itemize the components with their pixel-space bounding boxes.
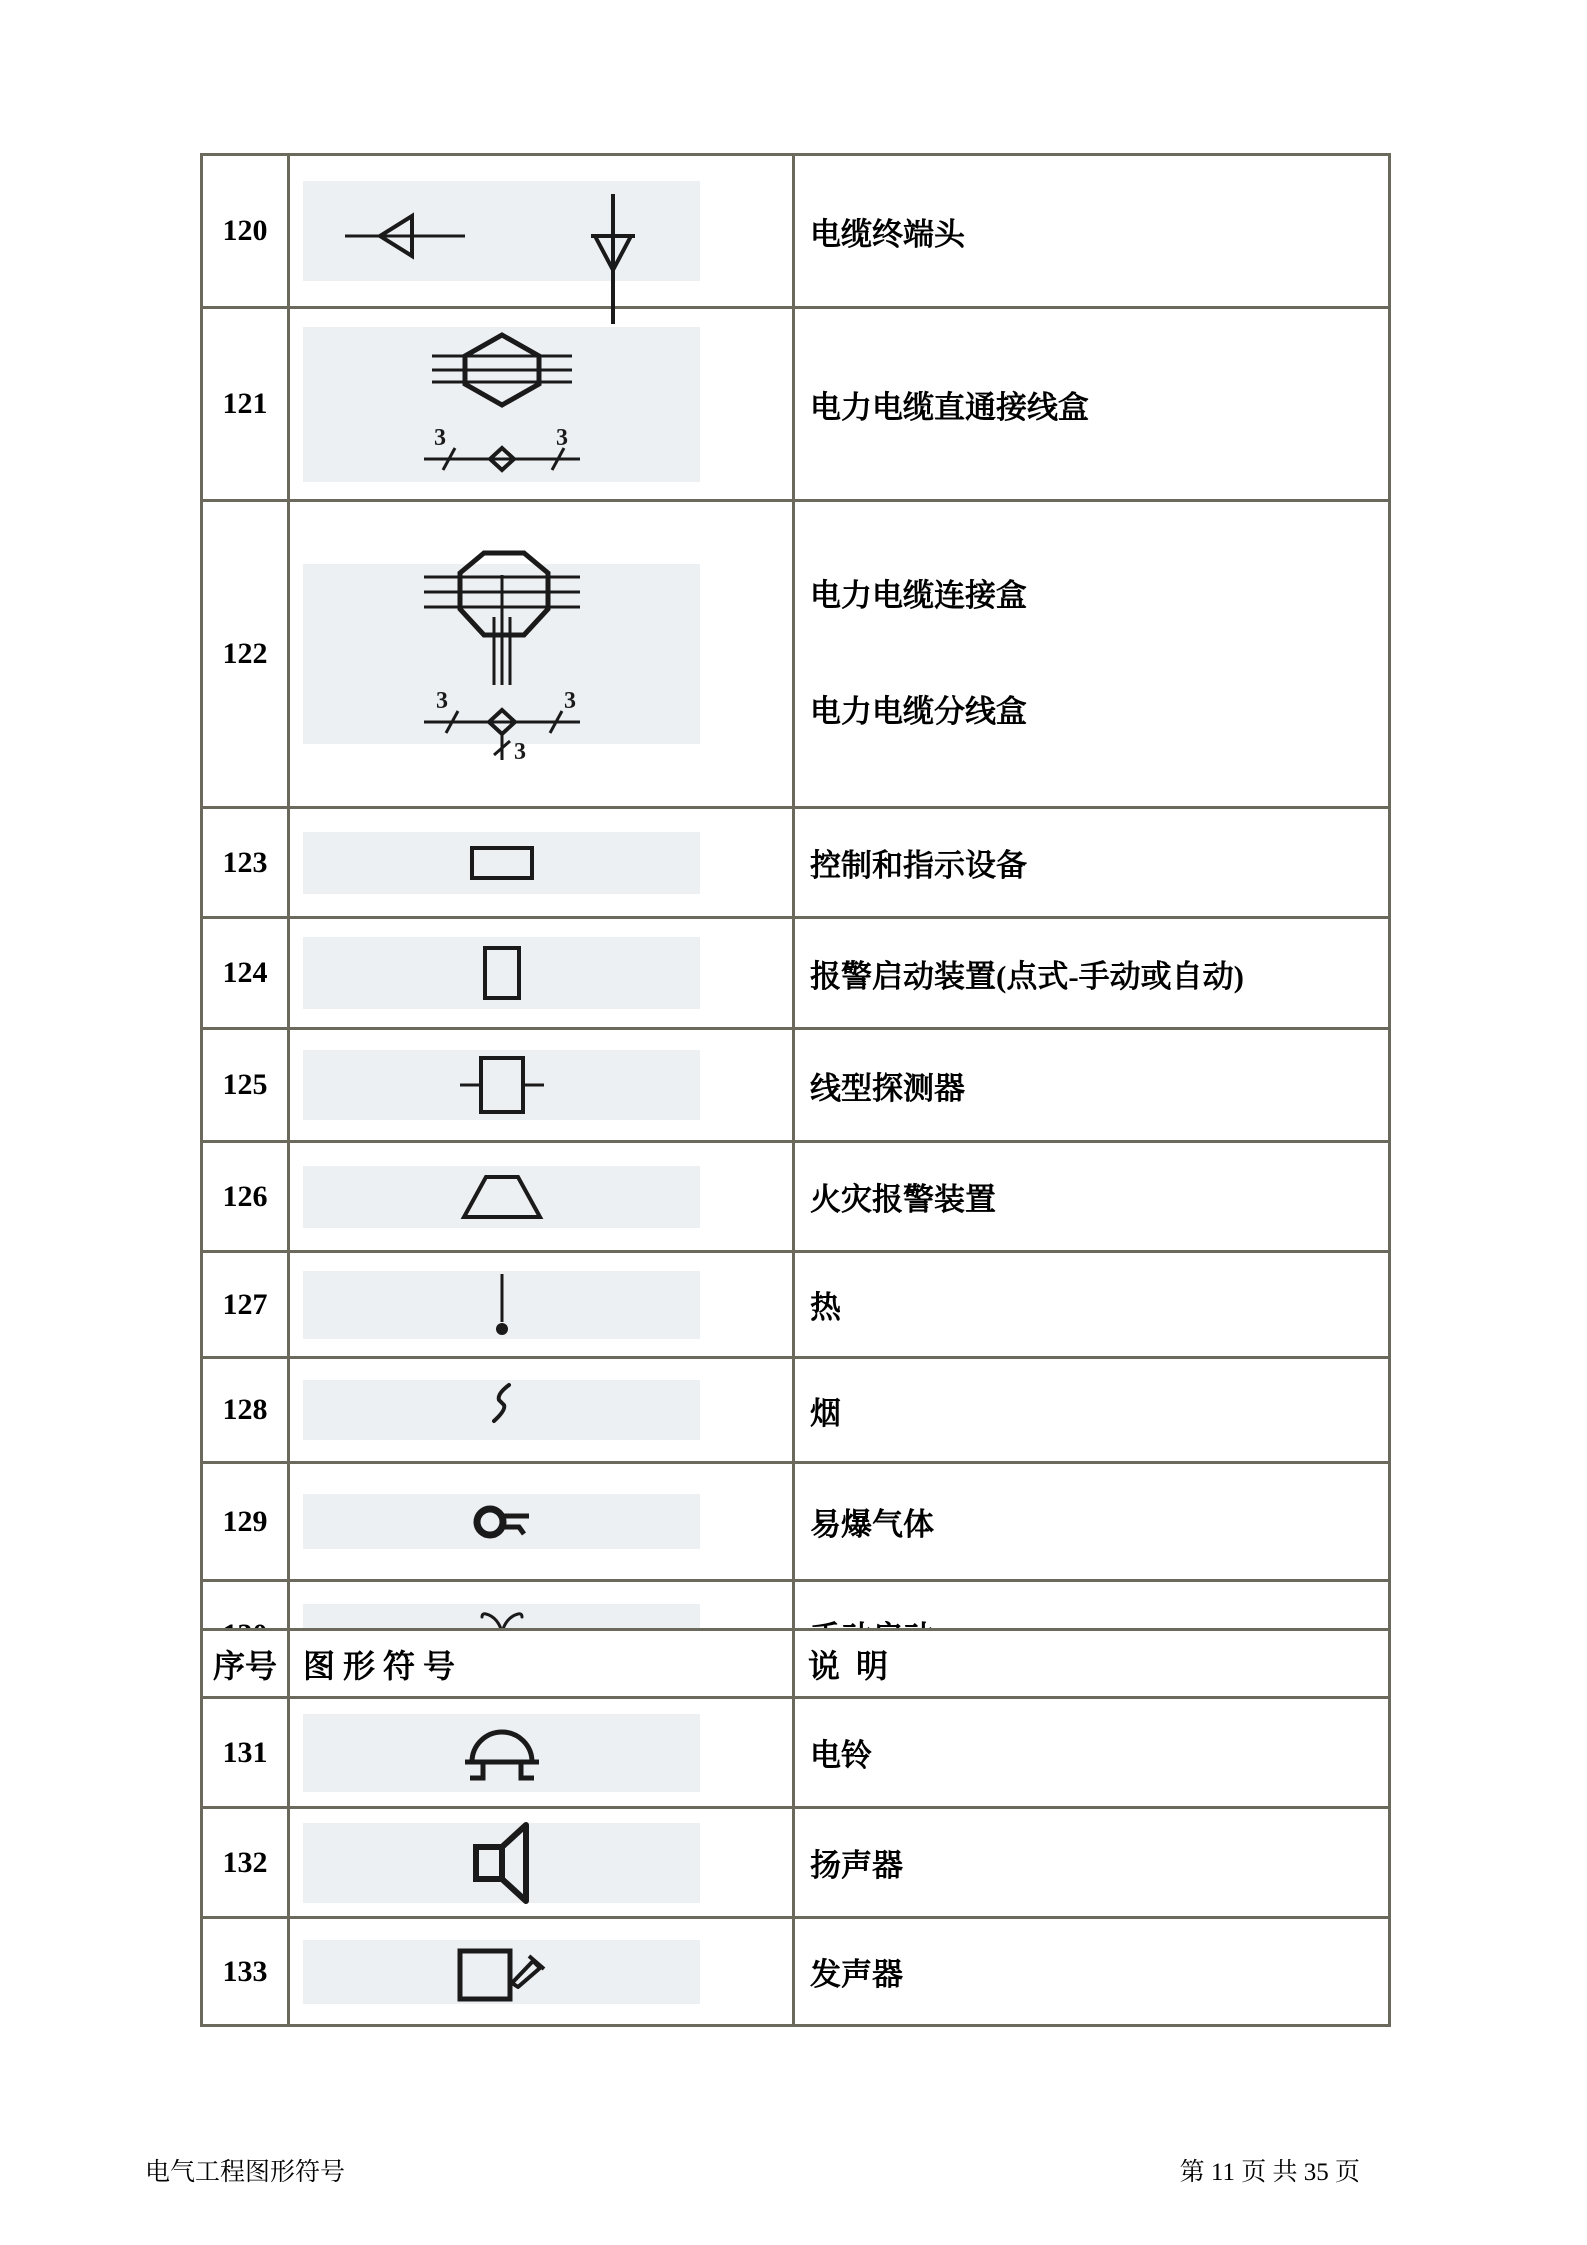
row-number: 125 xyxy=(202,1029,289,1142)
table-row xyxy=(202,1252,1390,1358)
conductor-count-label: 3 xyxy=(435,687,448,714)
row-number: 132 xyxy=(202,1808,289,1918)
smoke-icon xyxy=(489,1382,515,1438)
footer-page-number: 第 11 页 共 35 页 xyxy=(1179,2159,1360,2186)
footer-document-title: 电气工程图形符号 xyxy=(145,2159,346,2186)
cable-terminal-triangle-icon xyxy=(345,208,465,264)
line-detector-icon xyxy=(454,1054,550,1116)
symbol-strip xyxy=(303,327,700,482)
symbol-strip xyxy=(303,1823,700,1903)
symbol-strip xyxy=(303,1050,700,1120)
symbol-strip xyxy=(303,937,700,1009)
table-header-row xyxy=(202,1630,1390,1698)
connection-box-octagon-icon xyxy=(402,547,602,765)
junction-box-hexagon-icon xyxy=(402,329,602,479)
header-graphic-symbol: 图 形 符 号 xyxy=(289,1630,794,1698)
row-description: 电铃 xyxy=(794,1698,1390,1808)
table-row xyxy=(202,918,1390,1029)
row-description: 电力电缆连接盒 xyxy=(810,578,1027,613)
header-serial-number: 序号 xyxy=(202,1630,289,1698)
row-description: 线型探测器 xyxy=(794,1029,1390,1142)
conductor-count-label: 3 xyxy=(555,425,568,451)
table-row xyxy=(202,501,1390,808)
row-description: 发声器 xyxy=(794,1918,1390,2026)
table-row xyxy=(202,1808,1390,1918)
row-number: 120 xyxy=(202,155,289,308)
sounder-icon xyxy=(454,1939,550,2005)
heat-icon xyxy=(492,1274,512,1336)
row-description: 火灾报警装置 xyxy=(794,1142,1390,1252)
control-indicator-rect-icon xyxy=(467,843,537,883)
row-description: 易爆气体 xyxy=(794,1463,1390,1581)
row-number: 124 xyxy=(202,918,289,1029)
row-description: 电缆终端头 xyxy=(794,155,1390,308)
symbol-strip xyxy=(303,1380,700,1440)
conductor-count-label: 3 xyxy=(513,738,526,765)
table-row xyxy=(202,1918,1390,2026)
table-row xyxy=(202,808,1390,918)
row-description: 电力电缆直通接线盒 xyxy=(794,308,1390,501)
alarm-start-device-icon xyxy=(479,944,525,1002)
symbol-strip xyxy=(303,1494,700,1549)
table-row xyxy=(202,308,1390,501)
symbol-strip xyxy=(303,1714,700,1792)
fire-alarm-trapezoid-icon xyxy=(456,1172,548,1222)
row-description: 扬声器 xyxy=(794,1808,1390,1918)
row-description: 控制和指示设备 xyxy=(794,808,1390,918)
conductor-count-label: 3 xyxy=(563,687,576,714)
symbol-strip xyxy=(303,564,700,765)
symbol-table-1 xyxy=(200,153,1391,1690)
table-row xyxy=(202,155,1390,308)
explosive-gas-icon xyxy=(471,1498,533,1546)
loudspeaker-icon xyxy=(470,1819,534,1907)
table-row xyxy=(202,1358,1390,1463)
table-row xyxy=(202,1029,1390,1142)
symbol-table-2 xyxy=(200,1628,1391,2027)
header-description: 说 明 xyxy=(794,1630,1390,1698)
symbol-strip xyxy=(303,1271,700,1339)
table-row xyxy=(202,1463,1390,1581)
row-number: 121 xyxy=(202,308,289,501)
row-description: 热 xyxy=(794,1252,1390,1358)
table-row xyxy=(202,1698,1390,1808)
row-number: 131 xyxy=(202,1698,289,1808)
row-number: 133 xyxy=(202,1918,289,2026)
symbol-strip xyxy=(303,1166,700,1228)
row-description: 报警启动装置(点式-手动或自动) xyxy=(794,918,1390,1029)
table-row xyxy=(202,1142,1390,1252)
row-number: 127 xyxy=(202,1252,289,1358)
row-number: 122 xyxy=(202,501,289,808)
row-description: 烟 xyxy=(794,1358,1390,1463)
symbol-strip xyxy=(303,1940,700,2004)
conductor-count-label: 3 xyxy=(433,425,446,451)
electric-bell-icon xyxy=(456,1720,548,1786)
symbol-strip xyxy=(303,832,700,894)
cable-terminal-vertical-icon xyxy=(583,194,643,324)
symbol-strip xyxy=(303,181,700,281)
row-number: 129 xyxy=(202,1463,289,1581)
row-description: 电力电缆分线盒 xyxy=(810,694,1027,730)
row-number: 126 xyxy=(202,1142,289,1252)
row-number: 123 xyxy=(202,808,289,918)
row-number: 128 xyxy=(202,1358,289,1463)
